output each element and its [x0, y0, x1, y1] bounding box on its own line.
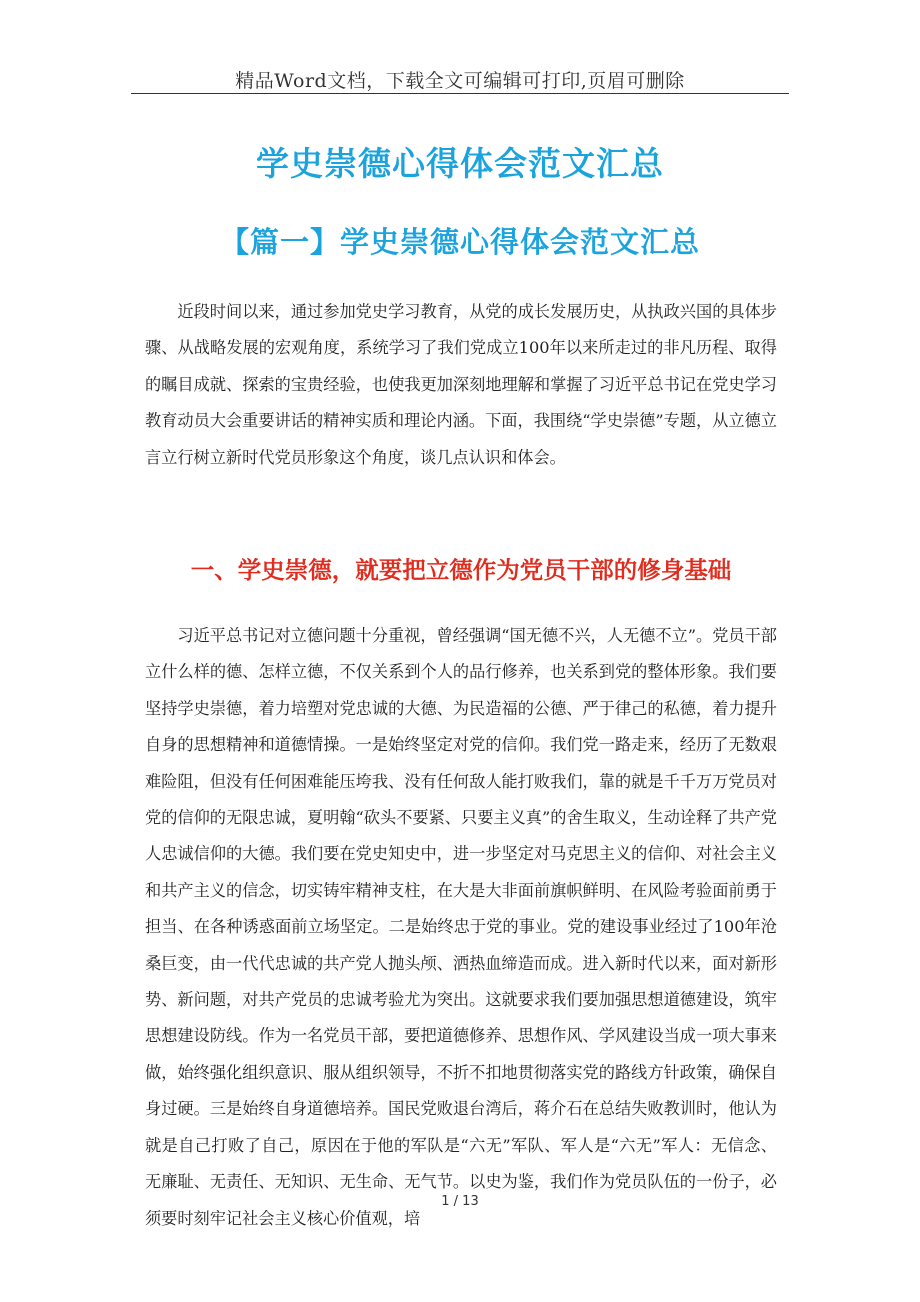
page-number: 1 / 13 — [441, 1194, 479, 1209]
header-divider — [131, 93, 789, 94]
intro-paragraph: 近段时间以来，通过参加党史学习教育，从党的成长发展历史，从执政兴国的具体步骤、从战略发展的宏观角度，系统学习了我们党成立100年以来所走过的非凡历程、取得的瞩目成就、探索的宝贵经验，也使我更加深刻地理解和掌握了习近平总书记在党史学习教育动员大会重要讲话的精神实质和理论内涵。下面，我围绕“学史崇德”专题，从立德立言立行树立新时代党员形象这个角度，谈几点认识和体会。 — [145, 302, 777, 467]
section-paragraph: 习近平总书记对立德问题十分重视，曾经强调“国无德不兴，人无德不立”。党员干部立什么样的德、怎样立德，不仅关系到个人的品行修养，也关系到党的整体形象。我们要坚持学史崇德，着力培塑对党忠诚的大德、为民造福的公德、严于律己的私德，着力提升自身的思想精神和道德情操。一是始终坚定对党的信仰。我们党一路走来，经历了无数艰难险阻，但没有任何困难能压垮我、没有任何敌人能打败我们，靠的就是千千万万党员对党的信仰的无限忠诚，夏明翰“砍头不要紧、只要主义真”的舍生取义，生动诠释了共产党人忠诚信仰的大德。我们要在党史知史中，进一步坚定对马克思主义的信仰、对社会主义和共产主义的信念，切实铸牢精神支柱，在大是大非面前旗帜鲜明、在风险考验面前勇于担当、在各种诱惑面前立场坚定。二是始终忠于党的事业。党的建设事业经过了100年沧桑巨变，由一代代忠诚的共产党人抛头颅、洒热血缔造而成。进入新时代以来，面对新形势、新问题，对共产党员的忠诚考验尤为突出。这就要求我们要加强思想道德建设，筑牢思想建设防线。作为一名党员干部，要把道德修养、思想作风、学风建设当成一项大事来做，始终强化组织意识、服从组织领导，不折不扣地贯彻落实党的路线方针政策，确保自身过硬。三是始终自身道德培养。国民党败退台湾后，蒋介石在总结失败教训时，他认为就是自己打败了自己，原因在于他的军队是“六无”军队、军人是“六无”军人：无信念、无廉耻、无责任、无知识、无生命、无气节。以史为鉴，我们作为党员队伍的一份子，必须要时刻牢记社会主义核心价值观，培 — [145, 626, 777, 1228]
page-header-text: 精品Word文档，下载全文可编辑可打印,页眉可删除 — [235, 70, 685, 92]
document-title: 学史崇德心得体会范文汇总 — [256, 144, 664, 183]
chapter-title: 【篇一】学史崇德心得体会范文汇总 — [219, 225, 700, 259]
section-heading: 一、学史崇德，就要把立德作为党员干部的修身基础 — [190, 556, 732, 584]
